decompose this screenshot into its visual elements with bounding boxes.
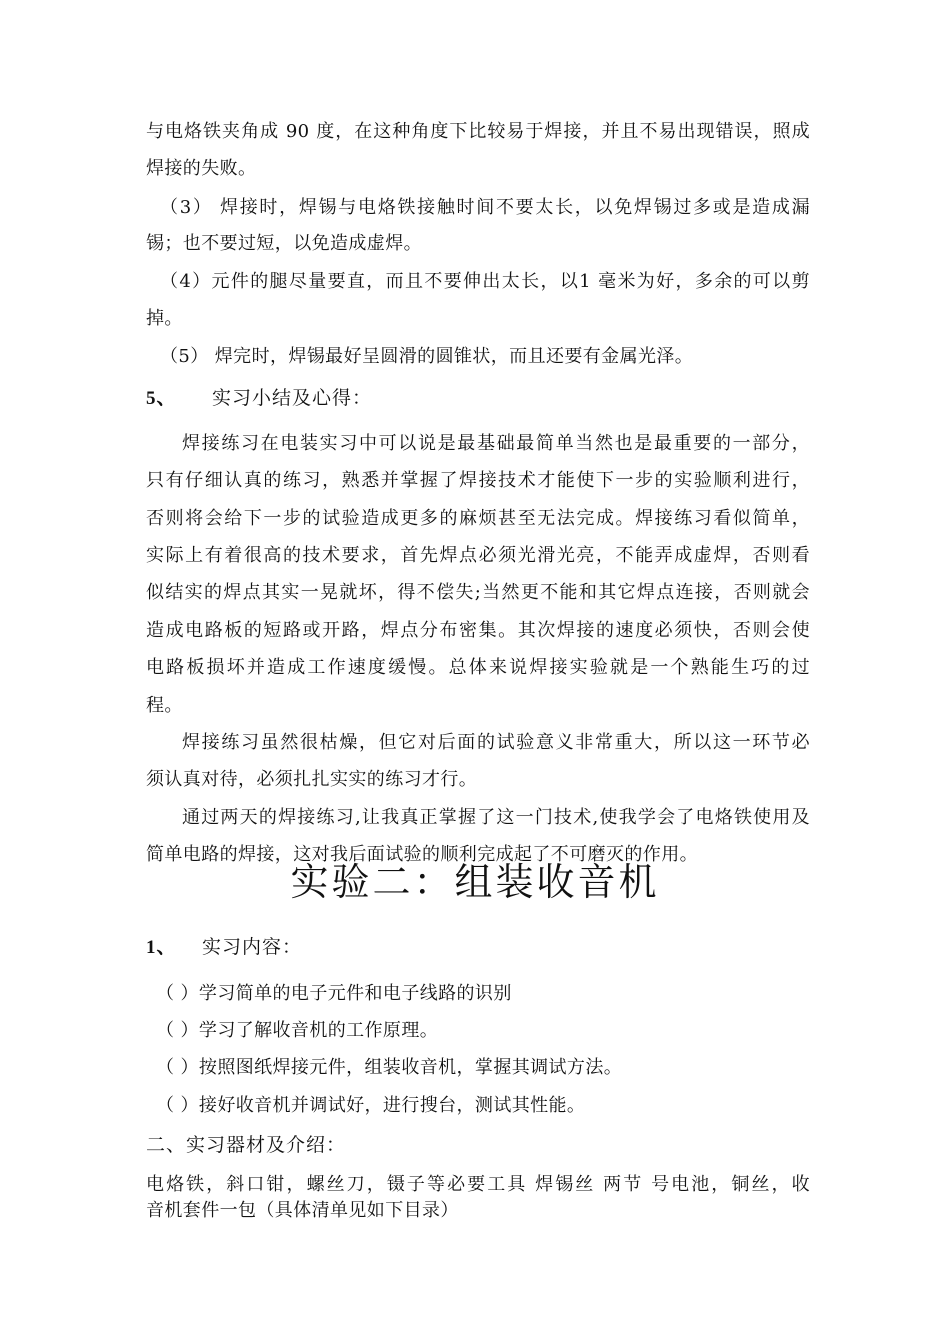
section-heading-5 [146,385,810,412]
paragraph-line: 造成电路板的短路或开路，焊点分布密集。其次焊接的速度必须快，否则会使 [146,620,810,641]
equipment-line: 音机套件一包（具体清单见如下目录） [146,1200,459,1221]
content-item: （ ）学习简单的电子元件和电子线路的识别 [156,983,512,1004]
paragraph-line: 电路板损坏并造成工作速度缓慢。总体来说焊接实验就是一个熟能生巧的过 [146,657,810,678]
paragraph-line: 否则将会给下一步的试验造成更多的麻烦甚至无法完成。焊接练习看似简单， [146,508,810,529]
paragraph-line: 须认真对待，必须扎扎实实的练习才行。 [146,769,478,790]
paragraph-line: 程。 [146,695,183,716]
section-number: 5、 [146,388,177,409]
paragraph-line: 焊接练习在电装实习中可以说是最基础最简单当然也是最重要的一部分， [182,433,810,454]
list-item-4: （4）元件的腿尽量要直，而且不要伸出太长，以1 毫米为好，多余的可以剪 [160,271,810,292]
section-number: 1、 [146,937,177,958]
paragraph-line: 焊接练习虽然很枯燥，但它对后面的试验意义非常重大，所以这一环节必 [182,732,810,753]
content-item: （ ）接好收音机并调试好，进行搜台，测试其性能。 [156,1095,586,1116]
paragraph-line: 只有仔细认真的练习，熟悉并掌握了焊接技术才能使下一步的实验顺利进行， [146,470,810,491]
text-line: 与电烙铁夹角成 90 度，在这种角度下比较易于焊接，并且不易出现错误，照成 [146,121,810,142]
list-item-5: （5） 焊完时，焊锡最好呈圆滑的圆锥状，而且还要有金属光泽。 [160,346,694,367]
section-heading-2: 二、实习器材及介绍： [146,1134,347,1156]
content-item: （ ）按照图纸焊接元件，组装收音机，掌握其调试方法。 [156,1057,623,1078]
list-item-3: （3） 焊接时，焊锡与电烙铁接触时间不要太长，以免焊锡过多或是造成漏 [160,197,810,218]
equipment-line: 电烙铁，斜口钳，螺丝刀，镊子等必要工具 焊锡丝 两节 号电池，铜丝，收 [146,1174,810,1195]
paragraph-line: 似结实的焊点其实一晃就坏，得不偿失;当然更不能和其它焊点连接，否则就会 [146,582,810,603]
section-heading-1 [146,934,810,961]
content-item: （ ）学习了解收音机的工作原理。 [156,1020,439,1041]
paragraph-line: 实际上有着很高的技术要求，首先焊点必须光滑光亮，不能弄成虚焊，否则看 [146,545,810,566]
paragraph-line: 通过两天的焊接练习,让我真正掌握了这一门技术,使我学会了电烙铁使用及 [182,807,810,828]
text-line: 锡；也不要过短，以免造成虚焊。 [146,233,422,254]
experiment-title: 实验二：组装收音机 [290,860,660,904]
text-line: 焊接的失败。 [146,158,257,179]
text-line: 掉。 [146,308,183,329]
section-label: 实习内容： [202,936,303,958]
paragraph-line: 简单电路的焊接，这对我后面试验的顺利完成起了不可磨灭的作用。 [146,844,698,865]
section-label: 实习小结及心得： [212,387,373,409]
